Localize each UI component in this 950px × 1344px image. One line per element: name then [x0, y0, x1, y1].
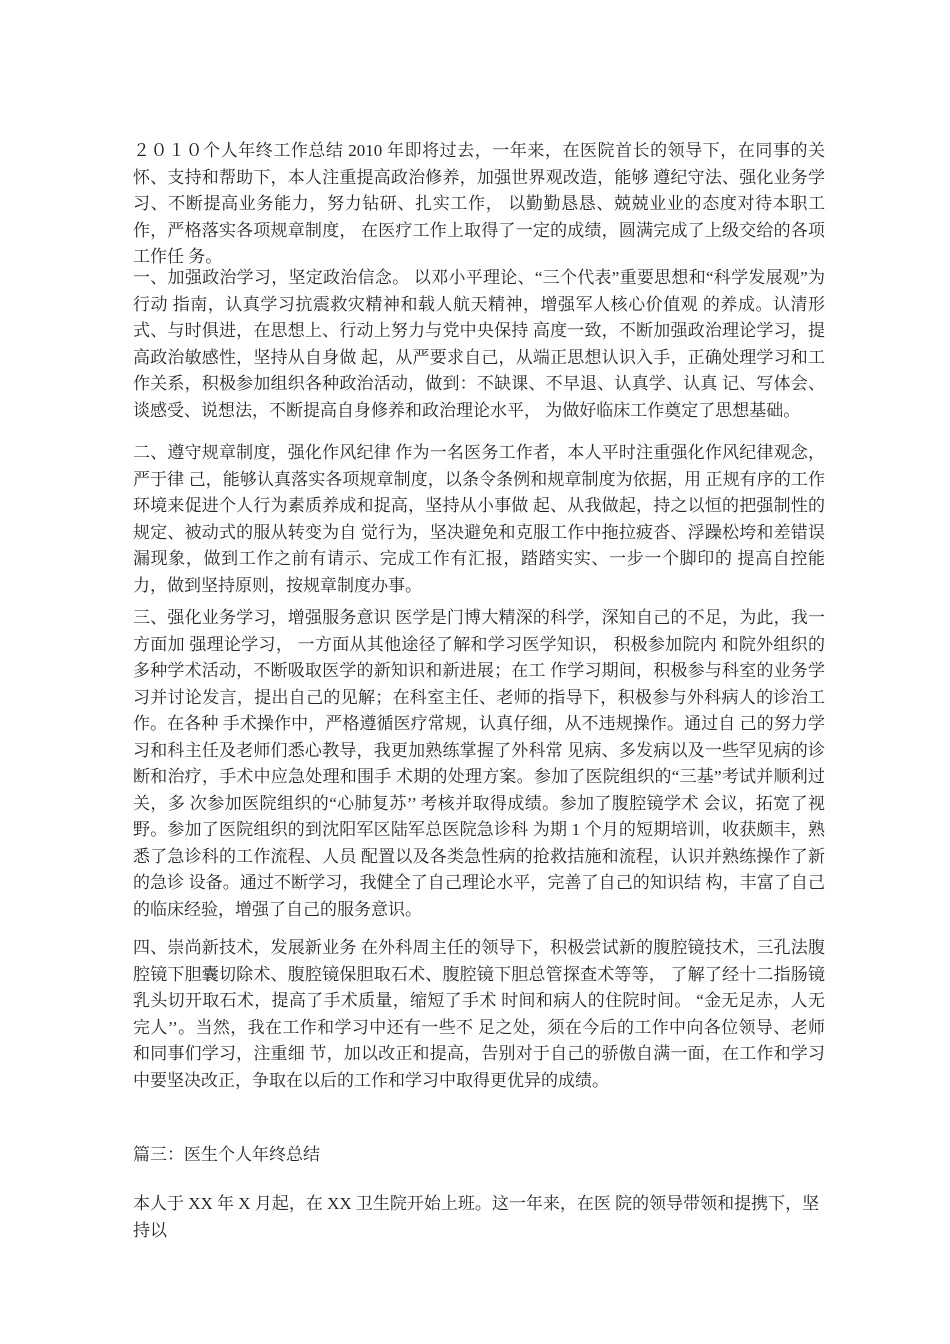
paragraph-intro-summary: ２０１０个人年终工作总结 2010 年即将过去，一年来，在医院首长的领导下，在同事的关 怀、支持和帮助下，本人注重提高政治修养，加强世界观改造，能够 遵纪守法、强化业务学习、不断提高业务能力，努力钻研、扎实工作， 以勤勤恳恳、兢兢业业的态度对待本职工作，严格落实各项规章制度， 在医疗工作上取得了一定的成绩，圆满完成了上级交给的各项工作任 务。 — [133, 141, 825, 266]
paragraph-next-piece-opening: 本人于 XX 年 X 月起，在 XX 卫生院开始上班。这一年来，在医 院的领导带领和提携下，坚持以 — [133, 1194, 820, 1240]
paragraph-section-1-political-study: 一、加强政治学习，坚定政治信念。 以邓小平理论、“三个代表”重要思想和“科学发展观”为行动 指南，认真学习抗震救灾精神和载人航天精神，增强军人核心价值观 的养成。认清形式、与时俱进，在思想上、行动上努力与党中央保持 高度一致，不断加强政治理论学习，提高政治敏感性，坚持从自身做 起，从严要求自己，从端正思想认识入手，正确处理学习和工作关系，积极参加组织各种政治活动，做到：不缺课、不早退、认真学、认真 记、写体会、谈感受、说想法，不断提高自身修养和政治理论水平， 为做好临床工作奠定了思想基础。 — [133, 268, 825, 420]
paragraph-section-3-professional-study: 三、强化业务学习，增强服务意识 医学是门博大精深的科学，深知自己的不足，为此，我一方面加 强理论学习， 一方面从其他途径了解和学习医学知识， 积极参加院内 和院外组织的多种学术活动，不断吸取医学的新知识和新进展；在工 作学习期间，积极参与科室的业务学习并讨论发言，提出自己的见解；在科室主任、老师的指导下，积极参与外科病人的诊治工作。在各种 手术操作中，严格遵循医疗常规，认真仔细，从不违规操作。通过自 己的努力学习和科主任及老师们悉心教导，我更加熟练掌握了外科常 见病、多发病以及一些罕见病的诊断和治疗，手术中应急处理和围手 术期的处理方案。参加了医院组织的“三基”考试并顺利过关，多 次参加医院组织的“心肺复苏’’ 考核并取得成绩。参加了腹腔镜学术 会议，拓宽了视野。参加了医院组织的到沈阳军区陆军总医院急诊科 为期 1 个月的短期培训，收获颇丰，熟悉了急诊科的工作流程、人员 配置以及各类急性病的抢救拮施和流程，认识并熟练操作了新的急诊 设备。通过不断学习，我健全了自己理论水平，完善了自己的知识结 构，丰富了自己的临床经验，增强了自己的服务意识。 — [133, 608, 825, 919]
paragraph-section-2-rules-discipline: 二、遵守规章制度，强化作风纪律 作为一名医务工作者，本人平时注重强化作风纪律观念，严于律 己，能够认真落实各项规章制度，以条令条例和规章制度为依据，用 正规有序的工作环境来促进个人行为素质养成和捉高，坚持从小事做 起、从我做起，持之以恒的把强制性的规定、被动式的服从转变为自 觉行为，坚决避免和克服工作中拖拉疲沓、浮躁松垮和差错误漏现象，做到工作之前有请示、完成工作有汇报，踏踏实实、一步一个脚印的 提高自控能力，做到坚持原则，按规章制度办事。 — [133, 443, 825, 595]
paragraph-section-4-new-technology: 四、崇尚新技术，发展新业务 在外科周主任的领导下，积极尝试新的腹腔镜技术，三孔法腹腔镜下胆囊切除术、腹腔镜保胆取石术、腹腔镜下胆总管探查术等等， 了解了经十二指肠镜乳头切开取石术，提高了手术质量，缩短了手术 时间和病人的住院时间。 “金无足赤，人无 完人’’。当然，我在工作和学习中还有一些不 足之处，须在今后的工作中向各位领导、老师和同事们学习，注重细 节，加以改正和提高，告别对于自己的骄傲自满一面，在工作和学习中要坚决改正，争取在以后的工作和学习中取得更优异的成绩。 — [133, 938, 825, 1090]
section-heading-part-three: 篇三：医生个人年终总结 — [133, 1145, 320, 1164]
